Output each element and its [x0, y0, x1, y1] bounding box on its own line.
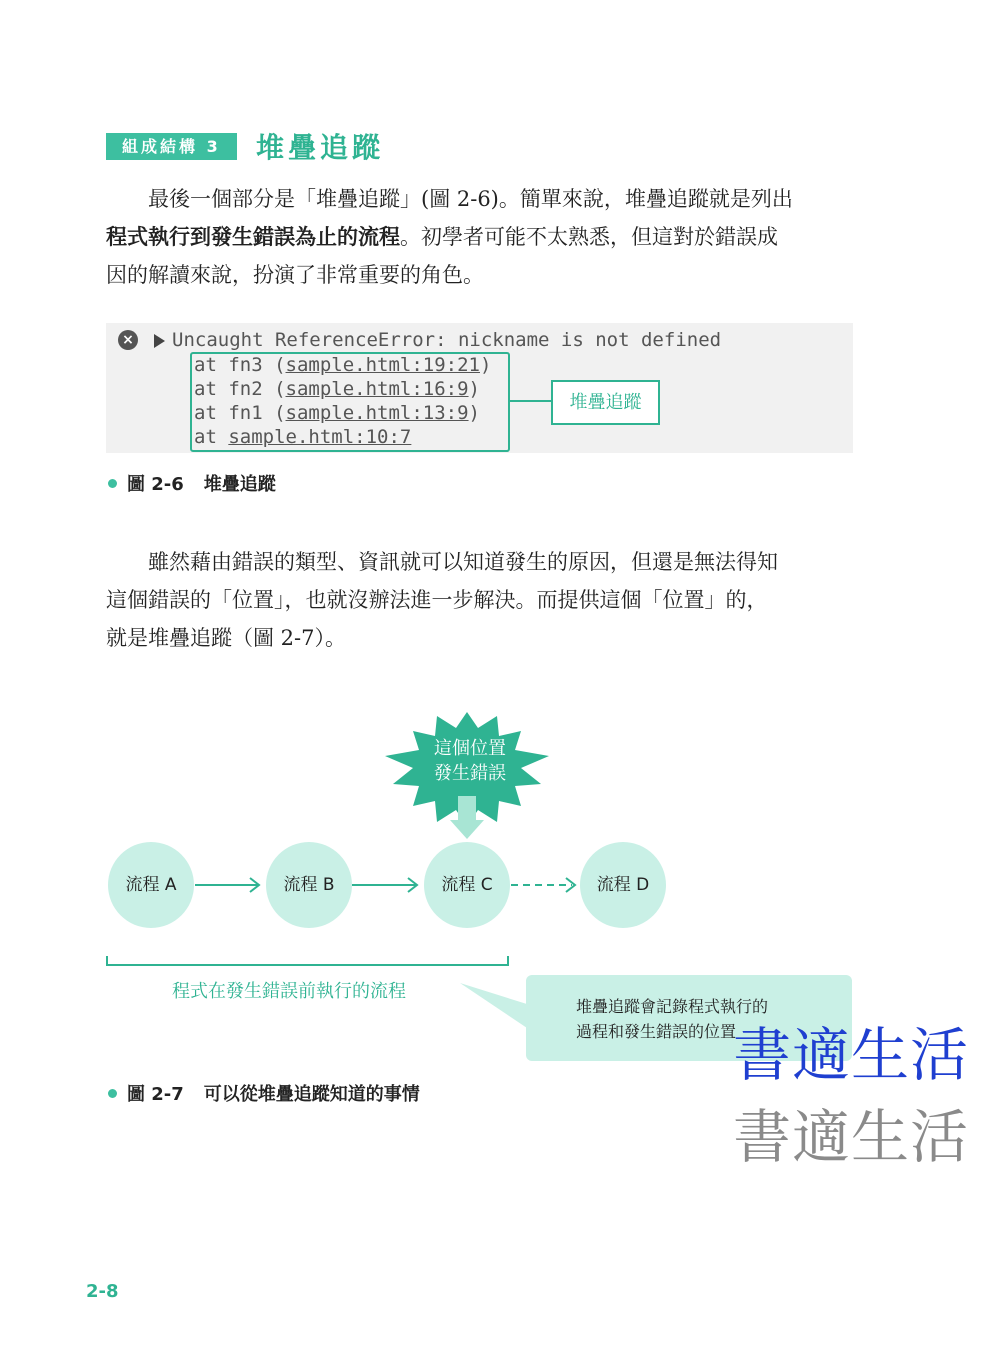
page-number: 2-8 [86, 1281, 119, 1302]
flow-node-c: 流程 C [424, 842, 510, 928]
section-title: 堆疊追蹤 [256, 131, 385, 164]
figure-caption-2-6: 圖 2-6 堆疊追蹤 [108, 470, 276, 496]
error-message: Uncaught ReferenceError: nickname is not defined [172, 329, 722, 351]
stack-frame-1: at fn3 (sample.html:19:21) [194, 354, 492, 376]
arrow-c-d-head [566, 878, 575, 892]
callout-pointer [460, 983, 530, 1030]
range-tick-right [507, 956, 509, 965]
callout-text: 堆疊追蹤會記錄程式執行的 過程和發生錯誤的位置 [576, 997, 769, 1041]
watermark-gray: 書適生活 [733, 1103, 970, 1171]
bullet-dot-icon [108, 1089, 117, 1098]
stack-frame-4: at sample.html:10:7 [194, 426, 412, 448]
stack-trace-label: 堆疊追蹤 [551, 380, 660, 425]
paragraph-1-line-1: 最後一個部分是「堆疊追蹤」(圖 2-6)。簡單來說，堆疊追蹤就是列出 [148, 187, 793, 211]
range-bracket [106, 964, 509, 966]
paragraph-2-line-2: 這個錯誤的「位置」，也就沒辦法進一步解決。而提供這個「位置」的， [106, 588, 768, 612]
x-circle-icon: × [118, 330, 138, 350]
stack-link-2[interactable]: sample.html:16:9 [285, 378, 469, 400]
stack-link-3[interactable]: sample.html:13:9 [285, 402, 469, 424]
down-arrow-head [450, 820, 484, 839]
emphasis-text: 程式執行到發生錯誤為止的流程 [106, 225, 400, 249]
paragraph-2-line-3: 就是堆疊追蹤（圖 2-7）。 [106, 626, 346, 650]
stack-frame-2: at fn2 (sample.html:16:9) [194, 378, 480, 400]
flow-node-d: 流程 D [580, 842, 666, 928]
paragraph-1-line-2: 程式執行到發生錯誤為止的流程。初學者可能不太熟悉，但這對於錯誤成 [106, 225, 778, 249]
flow-node-b: 流程 B [266, 842, 352, 928]
stack-link-1[interactable]: sample.html:19:21 [285, 354, 480, 376]
flow-node-a: 流程 A [108, 842, 194, 928]
section-tag: 組成結構 3 [106, 133, 237, 160]
burst-text: 這個位置 發生錯誤 [434, 738, 506, 784]
stack-frame-3: at fn1 (sample.html:13:9) [194, 402, 480, 424]
paragraph-1-line-3: 因的解讀來說，扮演了非常重要的角色。 [106, 263, 484, 287]
down-arrow-shaft [458, 796, 476, 822]
range-label: 程式在發生錯誤前執行的流程 [172, 981, 406, 1002]
stack-link-4[interactable]: sample.html:10:7 [228, 426, 412, 448]
watermark-blue: 書適生活 [733, 1021, 970, 1089]
figure-caption-2-7: 圖 2-7 可以從堆疊追蹤知道的事情 [108, 1080, 420, 1106]
paragraph-2-line-1: 雖然藉由錯誤的類型、資訊就可以知道發生的原因，但還是無法得知 [148, 550, 778, 574]
